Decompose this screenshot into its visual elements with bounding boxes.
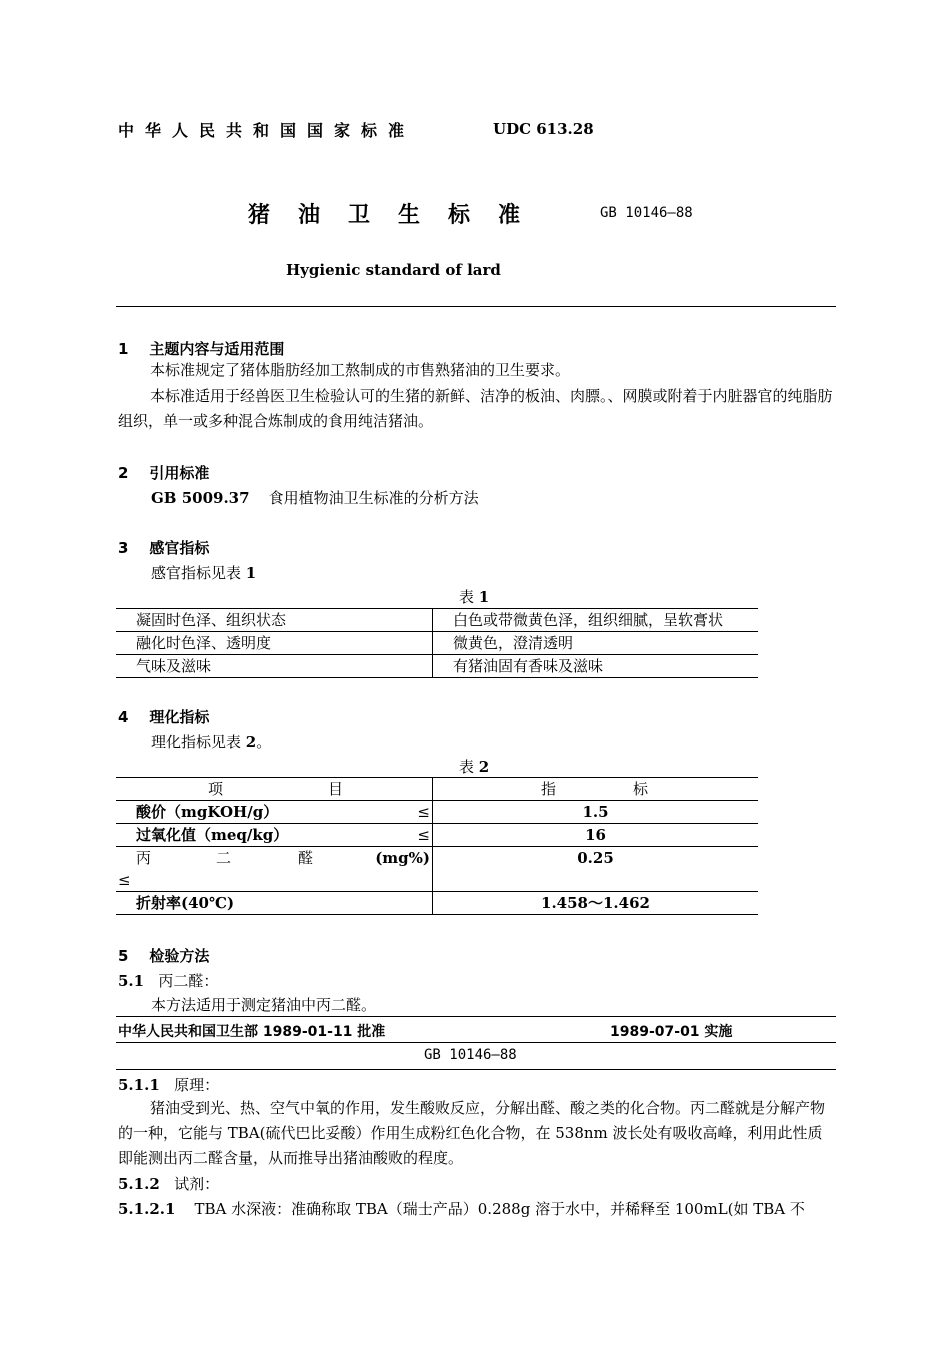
row-value: 有猪油固有香味及滋味 (433, 655, 759, 678)
row-item: 气味及滋味 (116, 655, 433, 678)
header-value (433, 778, 759, 801)
le-sign: ≤ (118, 871, 131, 889)
item-label: 酸价（mgKOH/g） (136, 803, 279, 821)
subsection-5-1-2-heading (118, 1173, 219, 1194)
table-2-caption (459, 756, 489, 777)
row-value: 16 (433, 824, 759, 847)
table-row (116, 609, 758, 632)
footer-rule-top (116, 1016, 836, 1017)
footer-rule-bottom (116, 1042, 836, 1043)
section-number: 3 (118, 539, 129, 557)
table-row (116, 632, 758, 655)
section-title: 引用标准 (149, 464, 210, 482)
subsection-5-1-text: 本方法适用于测定猪油中丙二醛。 (151, 996, 377, 1014)
approval-line: 中华人民共和国卫生部 1989-01-11 批准 (118, 1024, 386, 1040)
caption-num: 2 (478, 758, 490, 776)
table-1-caption (459, 586, 489, 607)
table-ref: 2 (245, 733, 257, 751)
table-header-row (116, 778, 758, 801)
section-title: 检验方法 (149, 947, 210, 965)
intro-text: 感官指标见表 (151, 564, 242, 582)
section-4-heading (118, 706, 209, 727)
table-row (116, 892, 758, 915)
table-row (116, 655, 758, 678)
row-value: 1.5 (433, 801, 759, 824)
item-label: 过氧化值（meq/kg） (136, 826, 289, 844)
subsection-title: 丙二醛： (158, 972, 219, 990)
standard-code: GB 10146—88 (600, 205, 693, 221)
row-value: 1.458～1.462 (433, 892, 759, 915)
caption-num: 1 (478, 588, 490, 606)
section-2-heading (118, 462, 209, 483)
physicochemical-table (116, 777, 758, 915)
header-item-a: 项 (208, 780, 224, 798)
caption-text: 表 (459, 758, 475, 776)
section-5-heading (118, 945, 209, 966)
header-item-b: 目 (328, 780, 344, 798)
subsection-title: 原理： (174, 1076, 220, 1094)
table-ref: 1 (245, 564, 257, 582)
table-row (116, 847, 758, 892)
section-1-heading (118, 338, 284, 359)
table-row (116, 824, 758, 847)
le-sign: ≤ (417, 803, 430, 821)
reagent-text: TBA 水深液：准确称取 TBA（瑞士产品）0.288g 溶于水中，并稀释至 100mL(如 TBA 不 (194, 1200, 805, 1218)
row-item: 凝固时色泽、组织状态 (116, 609, 433, 632)
row-value: 微黄色，澄清透明 (433, 632, 759, 655)
udc-code: UDC 613.28 (493, 120, 594, 138)
subsection-number: 5.1.2.1 (118, 1200, 176, 1218)
principle-paragraph: 猪油受到光、热、空气中氧的作用，发生酸败反应，分解出醛、酸之类的化合物。丙二醛就是分解产物的一种，它能与 TBA(硫代巴比妥酸）作用生成粉红色化合物，在 538nm 波长处有吸收高峰，利用此性质即能测出丙二醛含量，从而推导出猪油酸败的程度。 (118, 1099, 826, 1167)
row-item (116, 801, 433, 824)
section-1-para-1: 本标准规定了猪体脂肪经加工熬制成的市售熟猪油的卫生要求。 (150, 361, 571, 379)
caption-text: 表 (459, 588, 475, 606)
item-char-c: 醛 (298, 849, 314, 867)
intro-text: 理化指标见表 (151, 733, 242, 751)
section-number: 2 (118, 464, 129, 482)
section-3-heading (118, 537, 209, 558)
section-title: 感官指标 (149, 539, 210, 557)
reference-title: 食用植物油卫生标准的分析方法 (268, 489, 479, 507)
header-value-b: 标 (633, 780, 649, 798)
row-value: 0.25 (433, 847, 759, 892)
section-1-para-2: 本标准适用于经兽医卫生检验认可的生猪的新鲜、洁净的板油、肉膘。、网膜或附着于内脏器官的纯脂肪组织，单一或多种混合炼制成的食用纯洁猪油。 (118, 387, 833, 430)
row-item (116, 824, 433, 847)
item-char-b: 二 (216, 849, 232, 867)
reference-line (151, 487, 479, 508)
english-title: Hygienic standard of lard (286, 261, 501, 279)
section-3-intro (151, 562, 256, 583)
sensory-table (116, 608, 758, 678)
subsection-5-1-heading (118, 970, 218, 991)
section-number: 4 (118, 708, 129, 726)
table-row (116, 801, 758, 824)
row-item (116, 892, 433, 915)
section-4-intro (151, 731, 271, 752)
le-sign: ≤ (417, 826, 430, 844)
document-title: 猪油卫生标准 (248, 203, 549, 228)
intro-end: 。 (256, 733, 272, 751)
item-label: 折射率(40℃) (136, 894, 235, 912)
subsection-5-1-1-heading (118, 1074, 219, 1095)
effective-line: 1989-07-01 实施 (610, 1024, 733, 1040)
subsection-number: 5.1 (118, 972, 145, 990)
section-title: 主题内容与适用范围 (149, 340, 285, 358)
header-value-a: 指 (541, 780, 557, 798)
row-item (116, 847, 433, 892)
header-item (116, 778, 433, 801)
item-unit: (mg%) (375, 849, 430, 867)
section-number: 1 (118, 340, 129, 358)
section-number: 5 (118, 947, 129, 965)
row-value: 白色或带微黄色泽，组织细腻，呈软膏状 (433, 609, 759, 632)
item-char-a: 丙 (136, 849, 152, 867)
header-rule (116, 306, 836, 307)
subsection-number: 5.1.2 (118, 1175, 160, 1193)
subsection-title: 试剂： (174, 1175, 220, 1193)
page-code: GB 10146—88 (424, 1047, 517, 1063)
standard-org: 中华人民共和国国家标准 (118, 121, 416, 140)
section-title: 理化指标 (149, 708, 210, 726)
reference-code: GB 5009.37 (151, 489, 250, 507)
row-item: 融化时色泽、透明度 (116, 632, 433, 655)
page-break-rule (116, 1069, 836, 1070)
subsection-5-1-2-1 (118, 1198, 805, 1219)
subsection-number: 5.1.1 (118, 1076, 160, 1094)
